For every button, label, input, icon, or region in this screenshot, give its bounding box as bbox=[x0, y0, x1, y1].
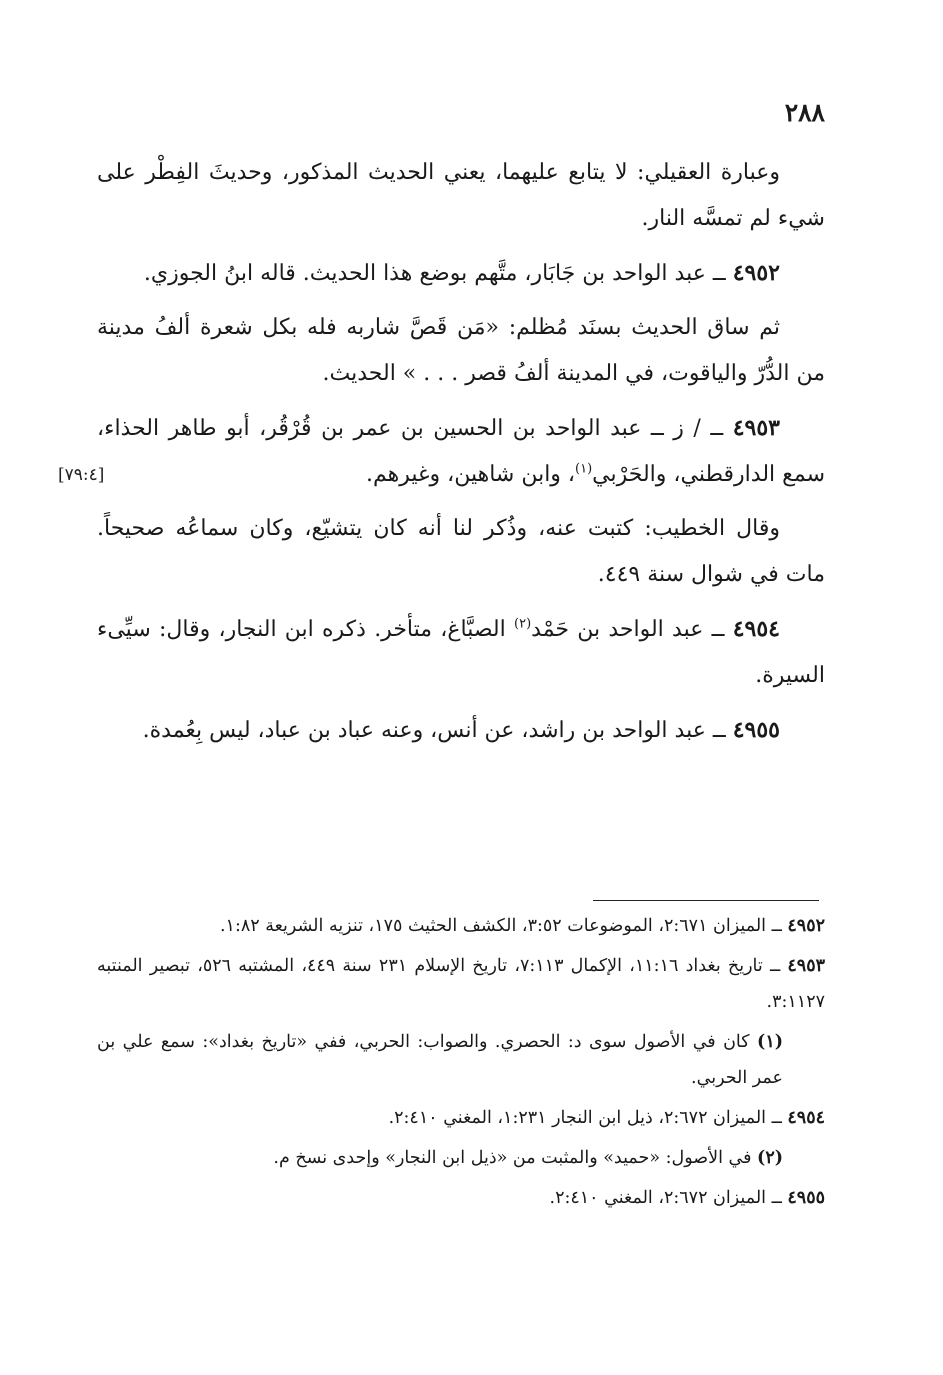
footnote-marker: (١) bbox=[575, 461, 593, 477]
paragraph bbox=[97, 305, 825, 397]
footnote-number: ٤٩٥٢ bbox=[787, 916, 825, 936]
paragraph-text-cont: ، وابن شاهين، وغيرهم. bbox=[365, 462, 576, 487]
footnote-text: ــ الميزان ٢:٦٧١، الموضوعات ٣:٥٢، الكشف الحثيث ١٧٥، تنزيه الشريعة ١:٨٢. bbox=[219, 916, 788, 936]
footnote-text: ــ الميزان ٢:٦٧٢، ذيل ابن النجار ١:٢٣١، المغني ٢:٤١٠. bbox=[388, 1108, 788, 1128]
footnote-number: (١) bbox=[757, 1032, 783, 1052]
entry-number: ٤٩٥٤ bbox=[732, 616, 780, 642]
entry-4954 bbox=[97, 606, 825, 699]
paragraph-text: وعبارة العقيلي: لا يتابع عليهما، يعني الحديث المذكور، وحديثَ الفِطْر على شيء لم تمسَّه النار. bbox=[97, 160, 825, 231]
entry-4952 bbox=[97, 250, 825, 297]
entry-number: ٤٩٥٢ bbox=[732, 260, 780, 286]
margin-reference: [٧٩:٤] bbox=[58, 465, 105, 485]
paragraph-text: ــ / ز ــ عبد الواحد بن الحسين بن عمر بن قُرْقُر، أبو طاهر الحذاء، سمع الدارقطني، والحَرْبي bbox=[97, 416, 825, 487]
entry-number: ٤٩٥٥ bbox=[732, 717, 780, 743]
footnote-text: في الأصول: «حميد» والمثبت من «ذيل ابن النجار» وإحدى نسخ م. bbox=[273, 1148, 758, 1168]
entry-number: ٤٩٥٣ bbox=[732, 415, 780, 441]
footnote bbox=[97, 1100, 825, 1136]
page-number: ٢٨٨ bbox=[784, 98, 825, 127]
paragraph bbox=[97, 506, 825, 598]
footnote-number: (٢) bbox=[757, 1148, 783, 1168]
entry-4955 bbox=[97, 707, 825, 754]
footnote-divider bbox=[593, 900, 819, 901]
main-text bbox=[97, 150, 825, 762]
footnote bbox=[97, 908, 825, 944]
paragraph-text: وقال الخطيب: كتبت عنه، وذُكر لنا أنه كان يتشيّع، وكان سماعُه صحيحاً. مات في شوال سنة ٤٤٩. bbox=[97, 516, 825, 587]
footnote-number: ٤٩٥٤ bbox=[787, 1108, 825, 1128]
footnote-text: ــ الميزان ٢:٦٧٢، المغني ٢:٤١٠. bbox=[549, 1188, 788, 1208]
footnote bbox=[97, 1140, 825, 1176]
footnote-text: كان في الأصول سوى د: الحصري. والصواب: الحربي، ففي «تاريخ بغداد»: سمع علي بن عمر الحربي. bbox=[97, 1032, 783, 1088]
paragraph-text: ــ عبد الواحد بن حَمْد bbox=[531, 617, 733, 642]
paragraph-text: ــ عبد الواحد بن جَابَار، متَّهم بوضع هذا الحديث. قاله ابنُ الجوزي. bbox=[143, 261, 733, 286]
footnote-text: ــ تاريخ بغداد ١١:١٦، الإكمال ٧:١١٣، تاريخ الإسلام ٢٣١ سنة ٤٤٩، المشتبه ٥٢٦، تبصير المنتبه ٣:١١٢٧. bbox=[97, 956, 825, 1012]
paragraph-text: ثم ساق الحديث بسنَد مُظلم: «مَن قَصَّ شاربه فله بكل شعرة ألفُ مدينة من الدُّرّ والياقوت، في المدينة ألفُ قصر . . . » الحديث. bbox=[97, 315, 825, 386]
footnote-number: ٤٩٥٥ bbox=[787, 1188, 825, 1208]
paragraph-text: ــ عبد الواحد بن راشد، عن أنس، وعنه عباد بن عباد، ليس بِعُمدة. bbox=[142, 718, 733, 743]
footnote bbox=[97, 1024, 825, 1096]
paragraph-text-cont: الصبَّاغ، متأخر. ذكره ابن النجار، وقال: سيِّىء السيرة. bbox=[97, 617, 825, 688]
footnote-number: ٤٩٥٣ bbox=[787, 956, 826, 976]
entry-4953 bbox=[97, 405, 825, 498]
footnote bbox=[97, 1180, 825, 1216]
footnote-marker: (٢) bbox=[514, 616, 532, 632]
paragraph bbox=[97, 150, 825, 242]
footnotes bbox=[97, 908, 825, 1220]
footnote bbox=[97, 948, 825, 1020]
